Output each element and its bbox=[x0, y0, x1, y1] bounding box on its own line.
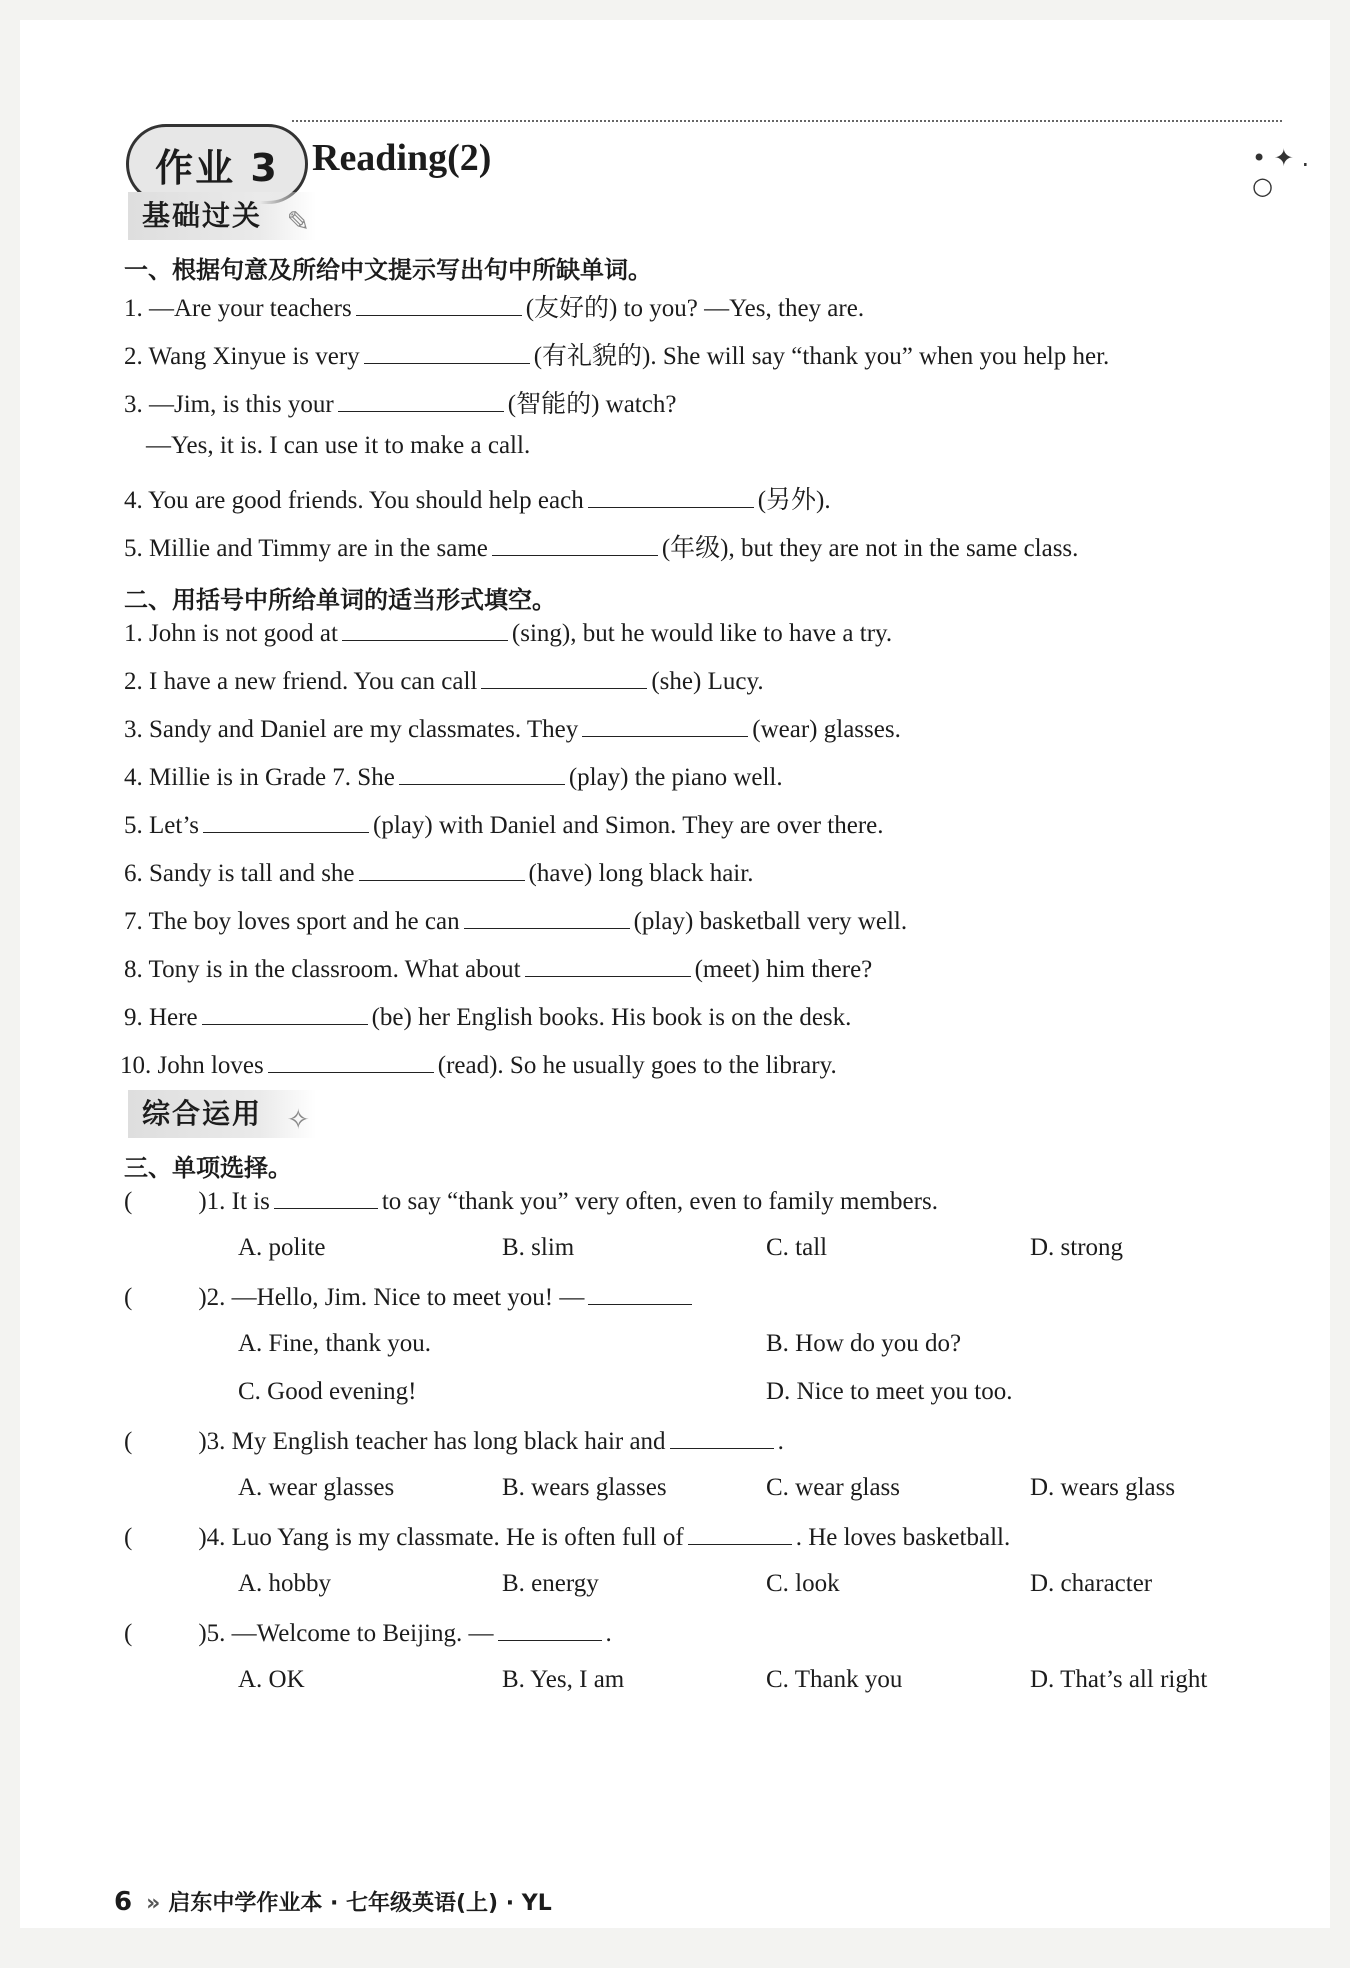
answer-blank[interactable] bbox=[582, 714, 748, 737]
part2-item-9: 9. Here (be) her English books. His book is on the desk. bbox=[124, 1004, 852, 1031]
answer-blank[interactable] bbox=[498, 1618, 602, 1641]
pencil-icon: ✎ bbox=[286, 205, 313, 238]
answer-blank[interactable] bbox=[338, 389, 504, 412]
part2-item-6: 6. Sandy is tall and she (have) long black hair. bbox=[124, 860, 754, 887]
section-tag-basic-label: 基础过关 bbox=[142, 199, 263, 232]
answer-blank[interactable] bbox=[274, 1186, 378, 1209]
part2-item-8: 8. Tony is in the classroom. What about (meet) him there? bbox=[124, 956, 873, 983]
part2-item-3: 3. Sandy and Daniel are my classmates. They (wear) glasses. bbox=[124, 716, 901, 743]
worksheet-page bbox=[20, 20, 1330, 1928]
mc-question-4: ( )4. Luo Yang is my classmate. He is often full of . He loves basketball. bbox=[124, 1524, 1011, 1551]
option-a[interactable]: A. hobby bbox=[238, 1570, 332, 1597]
answer-blank[interactable] bbox=[399, 762, 565, 785]
option-a[interactable]: A. Fine, thank you. bbox=[238, 1330, 432, 1357]
answer-blank[interactable] bbox=[492, 533, 658, 556]
answer-blank[interactable] bbox=[464, 906, 630, 929]
part1-item-3-reply: —Yes, it is. I can use it to make a call. bbox=[146, 432, 531, 459]
option-b[interactable]: B. energy bbox=[502, 1570, 599, 1597]
option-d[interactable]: D. That’s all right bbox=[1030, 1666, 1208, 1693]
part1-item-2: 2. Wang Xinyue is very (有礼貌的). She will say “thank you” when you help her. bbox=[124, 343, 1110, 370]
section-tag-applied-label: 综合运用 bbox=[142, 1097, 263, 1130]
answer-blank[interactable] bbox=[588, 485, 754, 508]
option-a[interactable]: A. wear glasses bbox=[238, 1474, 395, 1501]
option-c[interactable]: C. tall bbox=[766, 1234, 828, 1261]
option-b[interactable]: B. Yes, I am bbox=[502, 1666, 625, 1693]
option-d[interactable]: D. wears glass bbox=[1030, 1474, 1176, 1501]
part2-item-7: 7. The boy loves sport and he can (play) basketball very well. bbox=[124, 908, 908, 935]
part2-item-10: 10. John loves (read). So he usually goes to the library. bbox=[120, 1052, 837, 1079]
lesson-title: Reading(2) bbox=[312, 137, 492, 179]
option-a[interactable]: A. OK bbox=[238, 1666, 305, 1693]
answer-blank[interactable] bbox=[670, 1426, 774, 1449]
option-d[interactable]: D. strong bbox=[1030, 1234, 1124, 1261]
option-b[interactable]: B. slim bbox=[502, 1234, 575, 1261]
book-title: 启东中学作业本 · 七年级英语(上) · YL bbox=[168, 1891, 552, 1916]
option-a[interactable]: A. polite bbox=[238, 1234, 326, 1261]
mc-question-2: ( )2. —Hello, Jim. Nice to meet you! — bbox=[124, 1282, 696, 1312]
answer-blank[interactable] bbox=[588, 1282, 692, 1305]
part2-item-2: 2. I have a new friend. You can call (she) Lucy. bbox=[124, 668, 764, 695]
page-footer bbox=[114, 1886, 552, 1917]
option-b[interactable]: B. wears glasses bbox=[502, 1474, 667, 1501]
answer-blank[interactable] bbox=[364, 341, 530, 364]
part2-item-4: 4. Millie is in Grade 7. She (play) the piano well. bbox=[124, 764, 783, 791]
section-tag-basic bbox=[128, 192, 316, 240]
answer-blank[interactable] bbox=[481, 666, 647, 689]
option-b[interactable]: B. How do you do? bbox=[766, 1330, 962, 1357]
option-c[interactable]: C. wear glass bbox=[766, 1474, 900, 1501]
answer-blank[interactable] bbox=[342, 618, 508, 641]
part2-item-5: 5. Let’s (play) with Daniel and Simon. They are over there. bbox=[124, 812, 884, 839]
mc-question-1: ( )1. It is to say “thank you” very often, even to family members. bbox=[124, 1188, 938, 1215]
homework-badge: 作业 3 bbox=[126, 124, 308, 204]
double-chevron-icon: » bbox=[146, 1891, 161, 1916]
part3-heading: 三、单项选择。 bbox=[124, 1154, 292, 1182]
answer-blank[interactable] bbox=[202, 1002, 368, 1025]
part2-item-1: 1. John is not good at (sing), but he would like to have a try. bbox=[124, 620, 893, 647]
answer-blank[interactable] bbox=[359, 858, 525, 881]
sparkle-icon: ✧ bbox=[286, 1103, 313, 1136]
answer-blank[interactable] bbox=[268, 1050, 434, 1073]
part1-heading: 一、根据句意及所给中文提示写出句中所缺单词。 bbox=[124, 256, 652, 284]
mc-question-3: ( )3. My English teacher has long black hair and . bbox=[124, 1428, 784, 1455]
section-tag-applied bbox=[128, 1090, 316, 1138]
answer-blank[interactable] bbox=[356, 293, 522, 316]
option-c[interactable]: C. look bbox=[766, 1570, 840, 1597]
part1-item-5: 5. Millie and Timmy are in the same (年级), but they are not in the same class. bbox=[124, 535, 1079, 562]
mc-question-5: ( )5. —Welcome to Beijing. — . bbox=[124, 1620, 612, 1647]
answer-blank[interactable] bbox=[525, 954, 691, 977]
part1-item-3: 3. —Jim, is this your (智能的) watch? bbox=[124, 391, 677, 418]
part2-heading: 二、用括号中所给单词的适当形式填空。 bbox=[124, 586, 556, 614]
header-decoration: • ✦ . ○ bbox=[1252, 144, 1310, 200]
option-c[interactable]: C. Thank you bbox=[766, 1666, 903, 1693]
part1-item-4: 4. You are good friends. You should help each (另外). bbox=[124, 487, 831, 514]
option-c[interactable]: C. Good evening! bbox=[238, 1378, 417, 1405]
option-d[interactable]: D. Nice to meet you too. bbox=[766, 1378, 1013, 1405]
answer-blank[interactable] bbox=[203, 810, 369, 833]
option-d[interactable]: D. character bbox=[1030, 1570, 1153, 1597]
answer-blank[interactable] bbox=[688, 1522, 792, 1545]
header-dotted-line bbox=[292, 120, 1282, 122]
page-number: 6 bbox=[114, 1887, 133, 1917]
part1-item-1: 1. —Are your teachers (友好的) to you? —Yes, they are. bbox=[124, 295, 865, 322]
